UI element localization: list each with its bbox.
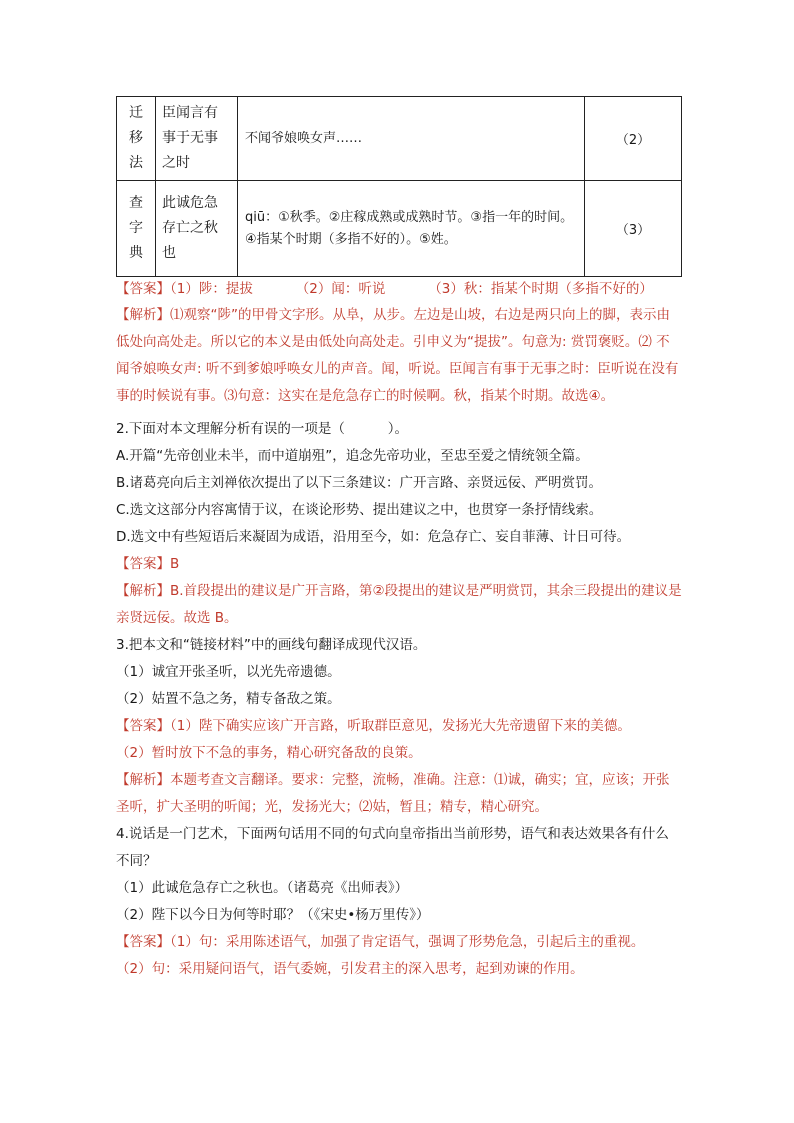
- table-row: [117, 97, 682, 181]
- q3-answer-2: （2）暂时放下不急的事务，精心研究备敌的良策。: [116, 745, 422, 761]
- q2-option-c: C.选文这部分内容寓情于议，在谈论形势、提出建议之中，也贯穿一条抒情线索。: [116, 502, 603, 518]
- q1-analysis: 【解析】⑴观察“陟”的甲骨文字形。从阜，从步。左边是山坡，右边是两只向上的脚，表示由低处向高处走。所以它的本义是由低处向高处走。引申义为“提拔”。句意为: 赏罚褒贬。⑵ 不闻爷娘唤女声: 听不到爹娘呼唤女儿的声音。闻，听说。臣闻言有事于无事之时：臣听说在没有事的时候说有事。⑶句意：这实在是危急存亡的时候啊。秋，指某个时期。故选④。: [116, 307, 679, 404]
- q2-analysis: 【解析】B.首段提出的建议是广开言路，第②段提出的建议是严明赏罚，其余三段提出的建议是亲贤远佞。故选 B。: [116, 583, 682, 626]
- method-table: [116, 96, 682, 277]
- q4-item: （1）此诚危急存亡之秋也。（诸葛亮《出师表》）: [116, 880, 409, 896]
- sentence-cell: 臣闻言有 事于无事 之时: [156, 97, 238, 181]
- sentence-cell: 此诚危急 存亡之秋 也: [156, 181, 238, 277]
- q3-analysis: 【解析】本题考查文言翻译。要求：完整，流畅，准确。注意：⑴诚，确实；宜，应该；开张圣听，扩大圣明的听闻；光，发扬光大；⑵姑，暂且；精专，精心研究。: [116, 772, 670, 815]
- q3-stem: 3.把本文和“链接材料”中的画线句翻译成现代汉语。: [116, 637, 427, 653]
- q2-option-d: D.选文中有些短语后来凝固为成语，沿用至今，如：危急存亡、妄自菲薄、计日可待。: [116, 529, 631, 545]
- explanation-cell: qiū：①秋季。②庄稼成熟或成熟时节。③指一年的时间。④指某个时期（多指不好的）。⑤姓。: [238, 181, 585, 277]
- method-cell: 查 字 典: [117, 181, 156, 277]
- table-row: [117, 181, 682, 277]
- q2-stem: 2.下面对本文理解分析有误的一项是（ ）。: [116, 421, 409, 437]
- q2-option-a: A.开篇“先帝创业未半，而中道崩殂”，追念先帝功业，至忠至爱之情统领全篇。: [116, 448, 589, 464]
- q3-answer: 【答案】（1）陛下确实应该广开言路，听取群臣意见，发扬光大先帝遗留下来的美德。: [116, 718, 631, 734]
- q3-item: （2）姑置不急之务，精专备敌之策。: [116, 691, 341, 707]
- q4-item: （2）陛下以今日为何等时耶？（《宋史•杨万里传》）: [116, 907, 430, 923]
- q4-stem: 4.说话是一门艺术，下面两句话用不同的句式向皇帝指出当前形势，语气和表达效果各有什么不同？: [116, 826, 669, 869]
- method-cell: 迁 移 法: [117, 97, 156, 181]
- q1-answer: 【答案】（1）陟：提拔 （2）闻：听说 （3）秋：指某个时期（多指不好的）: [116, 281, 653, 297]
- q3-item: （1）诚宜开张圣听，以光先帝遗德。: [116, 664, 341, 680]
- explanation-cell: 不闻爷娘唤女声……: [238, 97, 585, 181]
- number-cell: （3）: [585, 181, 682, 277]
- q2-answer: 【答案】B: [116, 556, 180, 572]
- q4-answer: 【答案】（1）句：采用陈述语气，加强了肯定语气，强调了形势危急，引起后主的重视。: [116, 934, 645, 950]
- number-cell: （2）: [585, 97, 682, 181]
- q4-answer-2: （2）句：采用疑问语气，语气委婉，引发君主的深入思考，起到劝谏的作用。: [116, 961, 584, 977]
- q2-option-b: B.诸葛亮向后主刘禅依次提出了以下三条建议：广开言路、亲贤远佞、严明赏罚。: [116, 475, 603, 491]
- document-page: [116, 96, 682, 983]
